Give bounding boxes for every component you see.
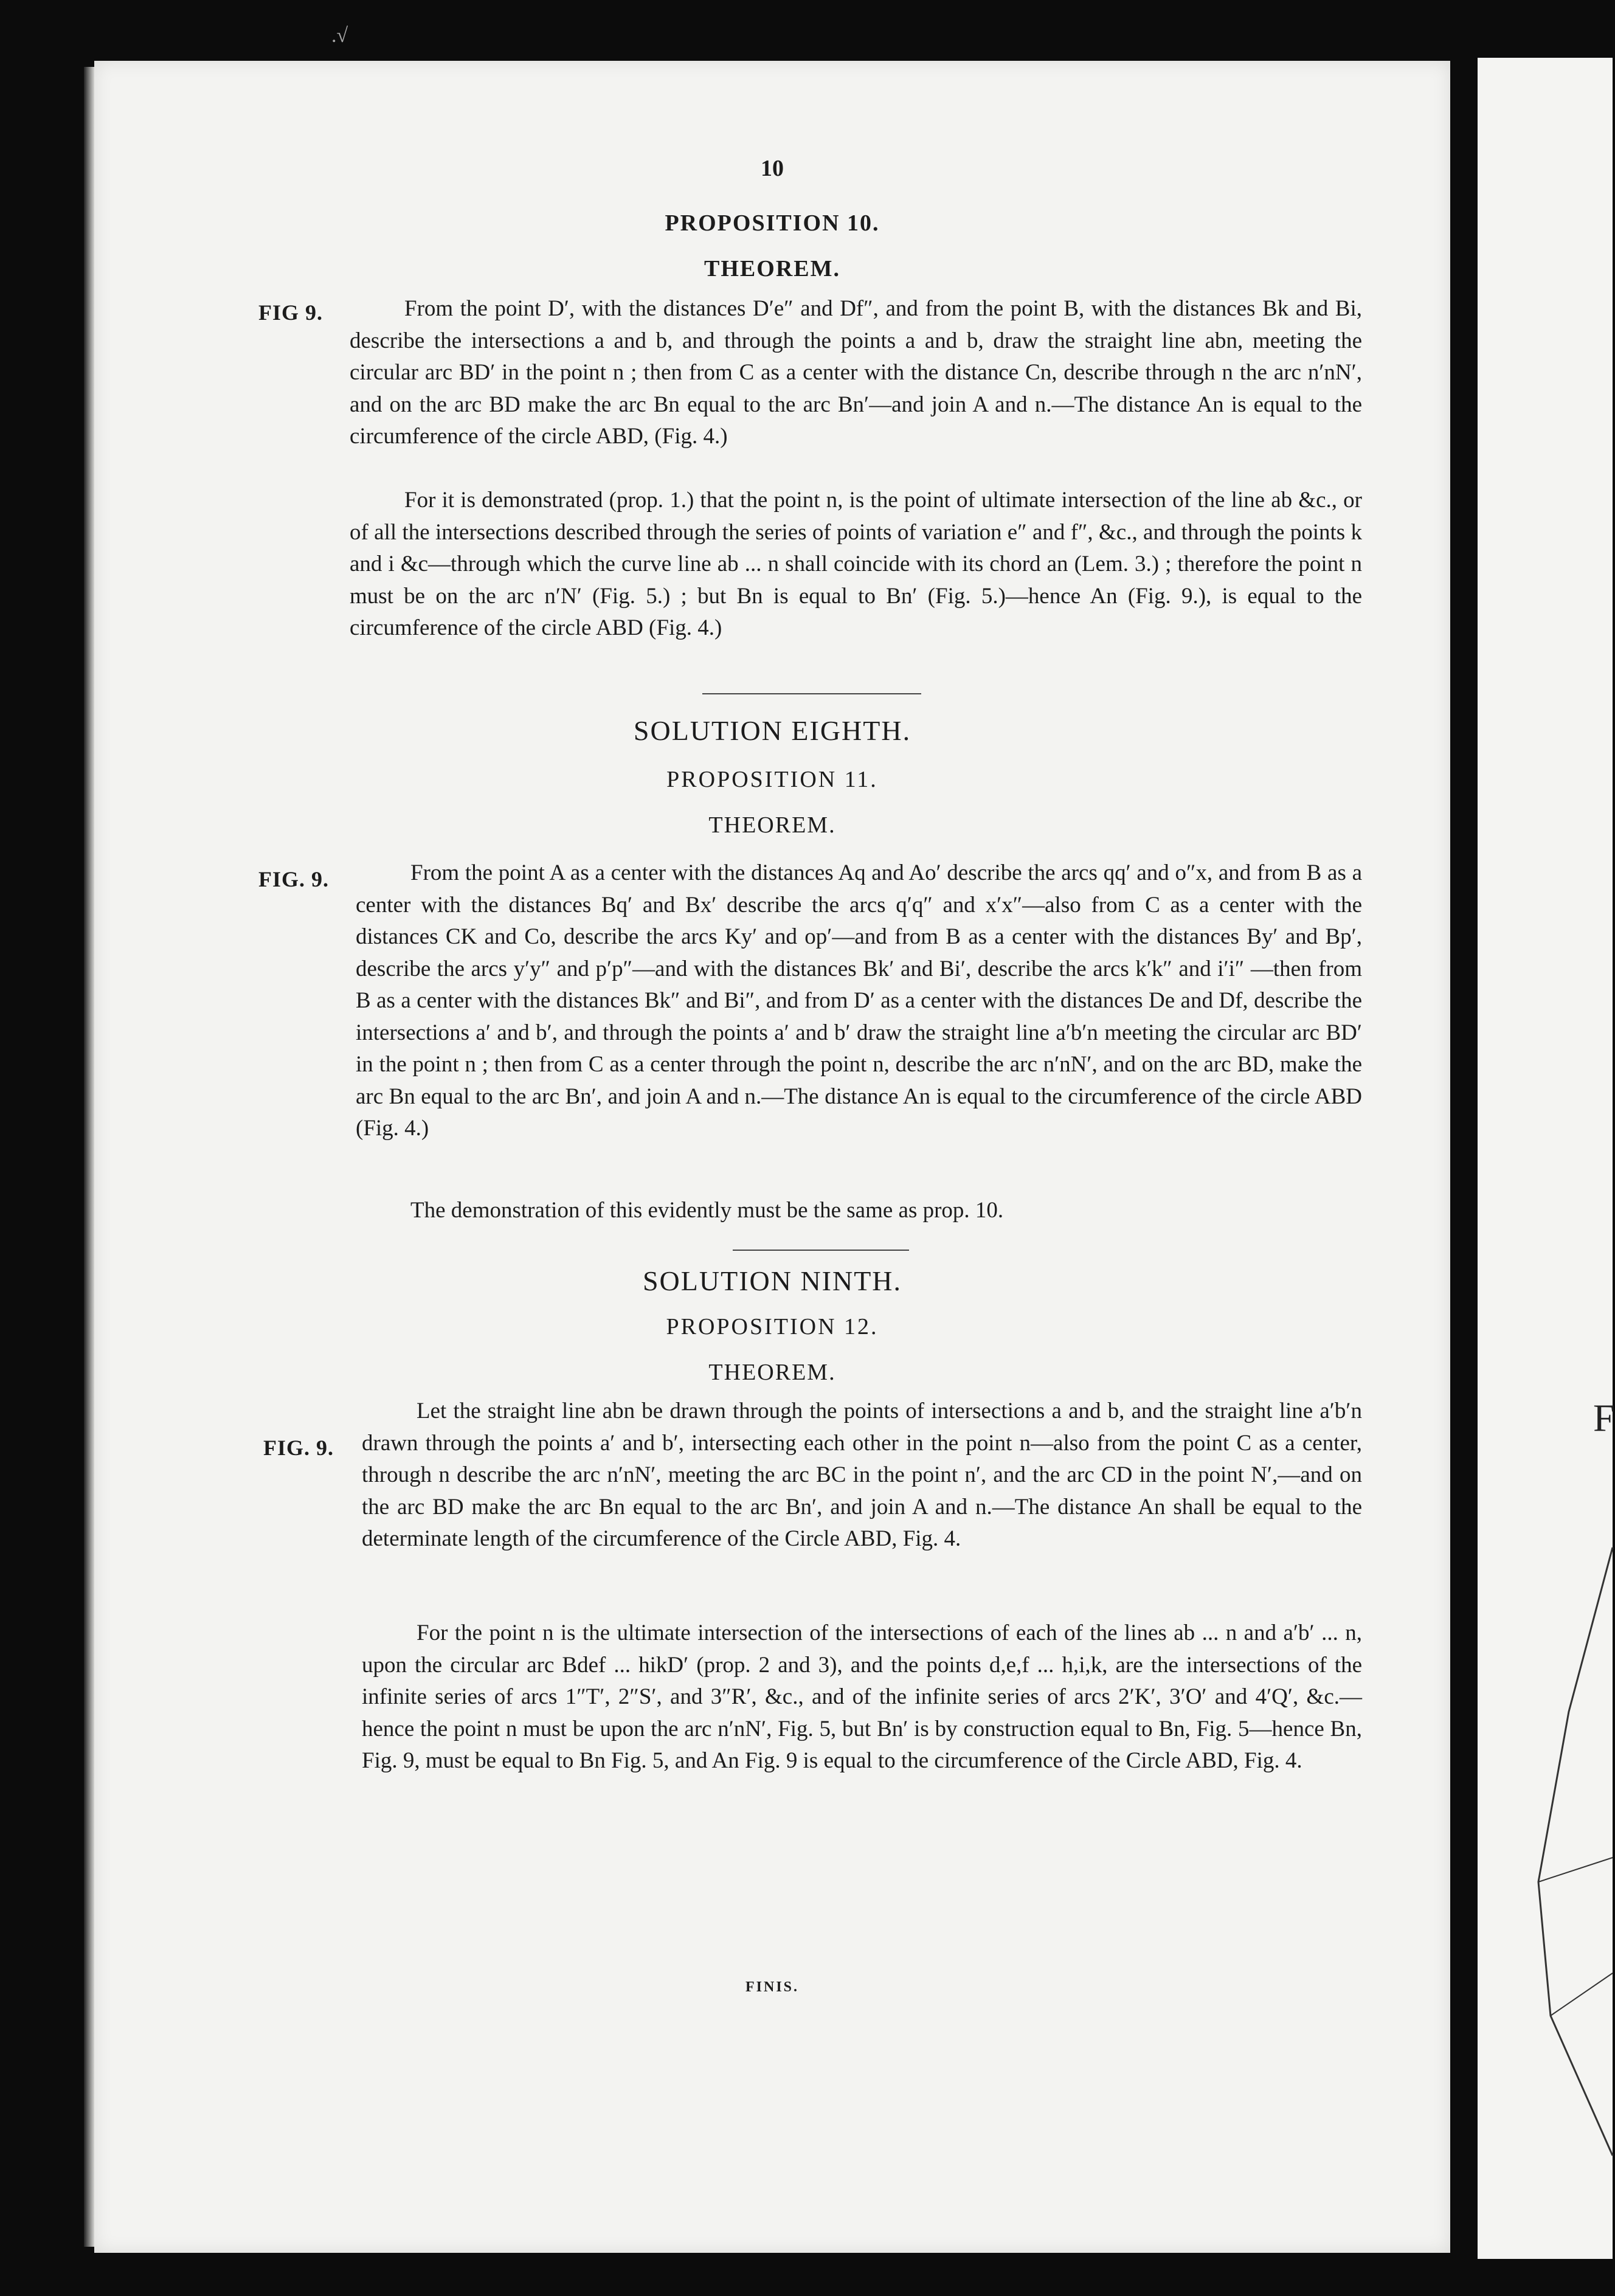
proposition-10-heading: PROPOSITION 10. bbox=[665, 210, 880, 236]
prop-12-paragraph-1: Let the straight line abn be drawn through the points of intersections a and b, and the straight line a′b′n drawn through the points a′ and b′, intersecting each other in the point n—also from the point C as a center, through n describe the arc n′nN′, meeting the arc BC in the point n′, and the arc CD in the point N′,—and on the arc BD make the arc Bn equal to the arc Bn′, and join A and n.—The distance An shall be equal to the determinate length of the circumference of the Circle ABD, Fig. 4. bbox=[362, 1399, 1362, 1551]
adjacent-page-edge bbox=[1478, 58, 1613, 2259]
book-page bbox=[94, 61, 1450, 2253]
proposition-12-heading: PROPOSITION 12. bbox=[666, 1314, 879, 1340]
section-divider-2 bbox=[733, 1250, 909, 1251]
prop-10-paragraph-1: From the point D′, with the distances D′e″ and Df″, and from the point B, with the distances Bk and Bi, describe the intersections a and b, and through the points a and b, draw the straight line abn, meeting the circular arc BD′ in the point n ; then from C as a center with the distance Cn, describe through n the arc n′nN′, and on the arc BD make the arc Bn equal to the arc Bn′—and join A and n.—The distance An is equal to the circumference of the circle ABD, (Fig. 4.) bbox=[350, 296, 1362, 449]
proposition-11-heading: PROPOSITION 11. bbox=[666, 767, 878, 792]
theorem-11-heading: THEOREM. bbox=[708, 812, 836, 838]
theorem-12-heading: THEOREM. bbox=[708, 1360, 836, 1385]
fig-label-10: FIG 9. bbox=[258, 300, 323, 325]
adjacent-page-diagram bbox=[1478, 58, 1613, 2259]
prop-12-paragraph-2: For the point n is the ultimate intersection of the intersections of each of the lines ab ... n and a′b′ ... n, upon the circular arc Bdef ... hikD′ (prop. 2 and 3), and the points d,e,f ... h,i,k, are the intersections of the infinite series of arcs 1″T′, 2″S′, and 3″R′, &c., and of the infinite series of arcs 2′K′, 3′O′ and 4′Q′, &c.—hence the point n must be upon the arc n′nN′, Fig. 5, but Bn′ is by construction equal to Bn, Fig. 5—hence Bn, Fig. 9, must be equal to Bn Fig. 5, and An Fig. 9 is equal to the circumference of the Circle ABD, Fig. 4. bbox=[362, 1620, 1362, 1773]
prop-10-paragraph-2: For it is demonstrated (prop. 1.) that the point n, is the point of ultimate intersection of the line ab &c., or of all the intersections described through the series of points of variation e″ and f″, &c., and through the points k and i &c—through which the curve line ab ... n shall coincide with its chord an (Lem. 3.) ; therefore the point n must be on the arc n′N′ (Fig. 5.) ; but Bn is equal to Bn′ (Fig. 5.)—hence An (Fig. 9.), is equal to the circumference of the circle ABD (Fig. 4.) bbox=[350, 488, 1362, 640]
prop-11-paragraph-1: From the point A as a center with the distances Aq and Ao′ describe the arcs qq′ and o″x, and from B as a center with the distances Bq′ and Bx′ describe the arcs q′q″ and x′x″—also from C as a center with the distances CK and Co, describe the arcs Ky′ and op′—and from B as a center with the distances By′ and Bp′, describe the arcs y′y″ and p′p″—and with the distances Bk′ and Bi′, describe the arcs k′k″ and i′i″ —then from B as a center with the distances Bk″ and Bi″, and from D′ as a center with the distances De and Df, describe the intersections a′ and b′, and through the points a′ and b′ draw the straight line a′b′n meeting the circular arc BD′ in the point n ; then from C as a center through the point n, describe the arc n′nN′, and on the arc BD, make the arc Bn equal to the arc Bn′, and join A and n.—The distance An is equal to the circumference of the circle ABD (Fig. 4.) bbox=[356, 860, 1362, 1141]
prop-11-paragraph-2: The demonstration of this evidently must be the same as prop. 10. bbox=[410, 1198, 1004, 1223]
solution-ninth-heading: SOLUTION NINTH. bbox=[642, 1265, 902, 1296]
adjacent-page-letter: F bbox=[1593, 1396, 1615, 1439]
margin-check-mark: .√ bbox=[331, 24, 348, 47]
fig-label-12: FIG. 9. bbox=[263, 1436, 334, 1460]
fig-label-11: FIG. 9. bbox=[258, 867, 330, 891]
page-number: 10 bbox=[761, 156, 784, 181]
solution-eighth-heading: SOLUTION EIGHTH. bbox=[633, 715, 911, 746]
theorem-10-heading: THEOREM. bbox=[704, 256, 840, 282]
finis-mark: FINIS. bbox=[745, 1979, 800, 1995]
section-divider-1 bbox=[702, 693, 921, 694]
